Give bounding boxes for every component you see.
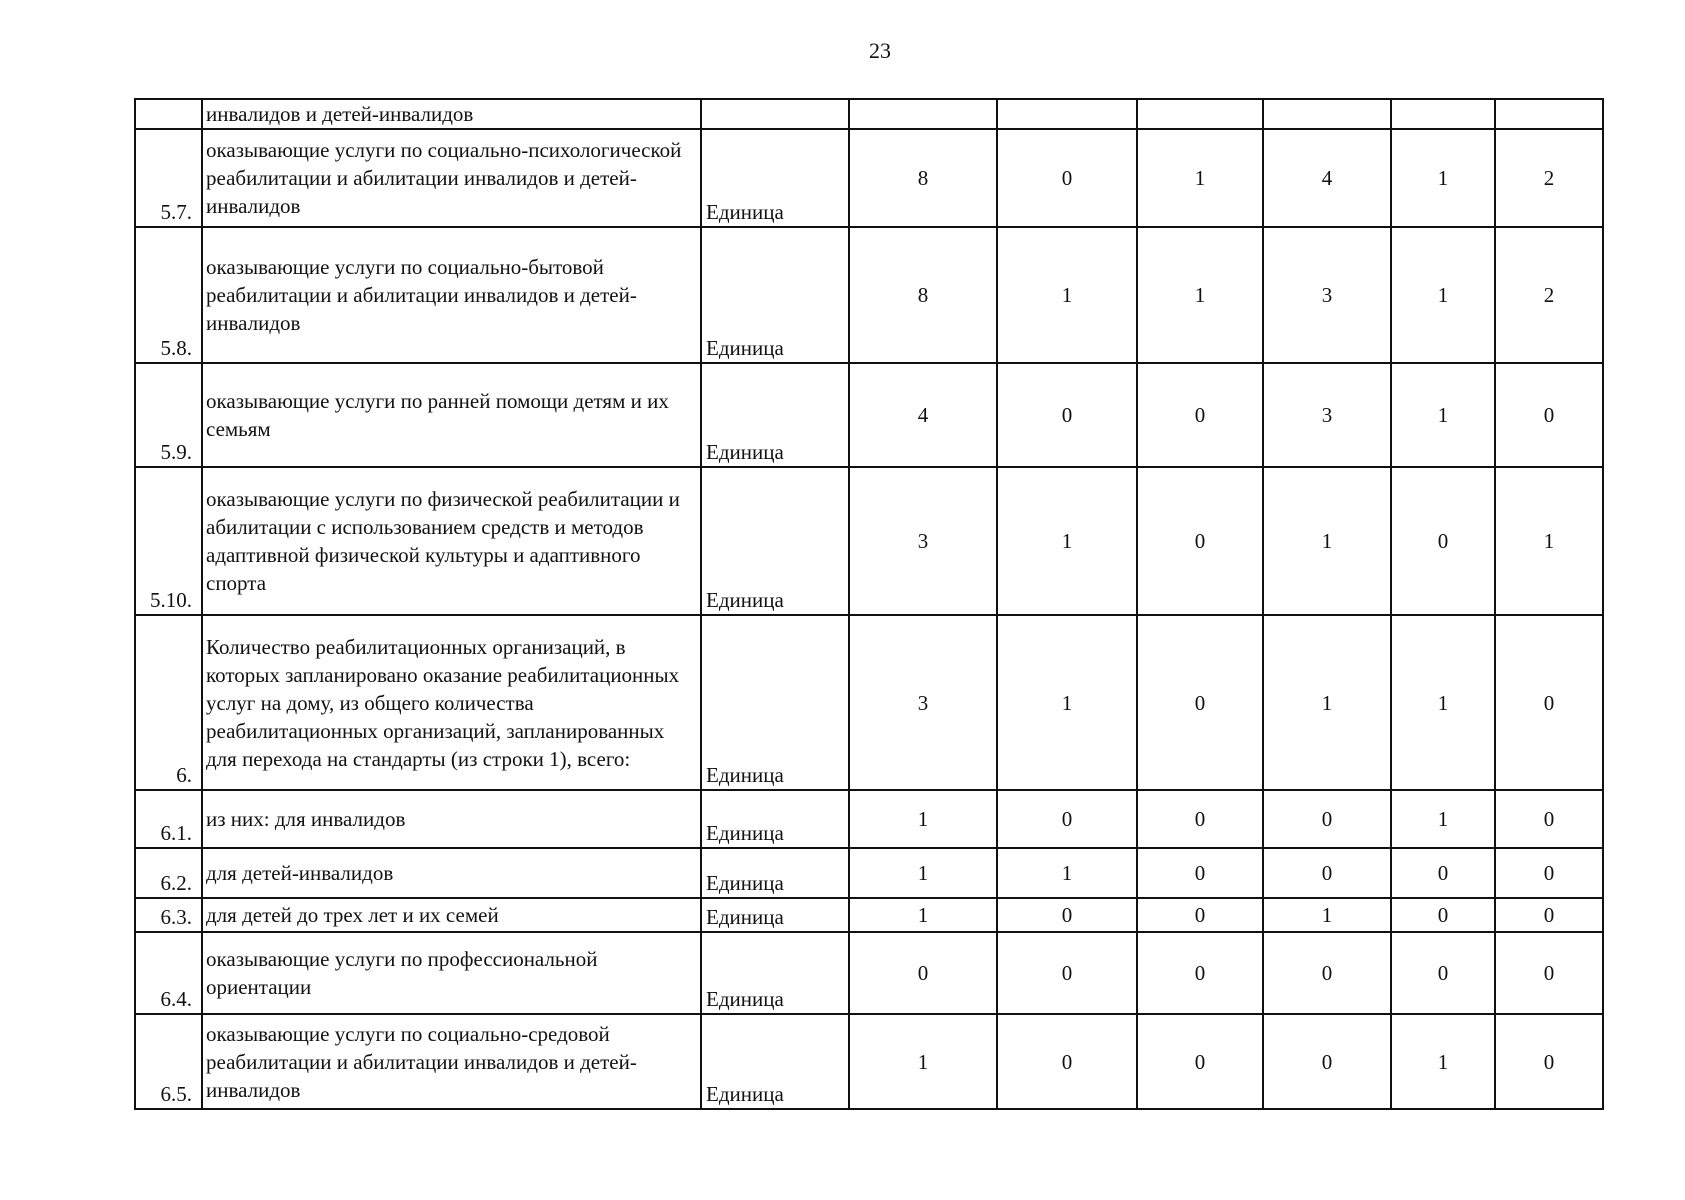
value-cell (1263, 99, 1391, 129)
value-cell: 0 (1495, 363, 1603, 467)
value-cell: 3 (849, 615, 997, 790)
value-cell: 0 (1263, 932, 1391, 1014)
value-cell: 0 (849, 932, 997, 1014)
value-cell: 4 (1263, 129, 1391, 227)
row-unit: Единица (701, 932, 849, 1014)
row-number: 5.8. (135, 227, 202, 363)
value-cell: 1 (1391, 615, 1495, 790)
value-cell: 0 (997, 790, 1137, 848)
value-cell: 1 (1391, 363, 1495, 467)
row-description: оказывающие услуги по социально-средовой реабилитации и абилитации инвалидов и детей-инвалидов (202, 1014, 701, 1109)
value-cell: 0 (1137, 615, 1263, 790)
row-number: 5.10. (135, 467, 202, 615)
table-row (135, 363, 1603, 467)
table-row (135, 615, 1603, 790)
row-number: 6.1. (135, 790, 202, 848)
value-cell: 3 (1263, 363, 1391, 467)
table-row (135, 129, 1603, 227)
value-cell: 1 (997, 467, 1137, 615)
row-number: 6. (135, 615, 202, 790)
row-description: оказывающие услуги по физической реабилитации и абилитации с использованием средств и методов адаптивной физической культуры и адаптивного спорта (202, 467, 701, 615)
value-cell: 0 (1391, 848, 1495, 898)
value-cell (1391, 99, 1495, 129)
table-row (135, 227, 1603, 363)
value-cell: 0 (1495, 790, 1603, 848)
value-cell: 8 (849, 227, 997, 363)
value-cell: 0 (1263, 790, 1391, 848)
value-cell: 0 (997, 898, 1137, 932)
value-cell: 0 (1391, 898, 1495, 932)
table-row (135, 467, 1603, 615)
value-cell (1137, 99, 1263, 129)
table-row (135, 1014, 1603, 1109)
value-cell: 0 (1137, 363, 1263, 467)
row-description: Количество реабилитационных организаций, в которых запланировано оказание реабилитационных услуг на дому, из общего количества реабилитационных организаций, запланированных для перехода на стандарты (из строки 1), всего: (202, 615, 701, 790)
value-cell: 0 (1137, 932, 1263, 1014)
value-cell: 0 (997, 363, 1137, 467)
row-number: 6.3. (135, 898, 202, 932)
value-cell: 1 (1391, 790, 1495, 848)
value-cell: 1 (1391, 129, 1495, 227)
value-cell: 1 (849, 1014, 997, 1109)
value-cell: 0 (1495, 848, 1603, 898)
table-row (135, 898, 1603, 932)
value-cell: 1 (849, 790, 997, 848)
value-cell (1495, 99, 1603, 129)
row-number: 6.4. (135, 932, 202, 1014)
value-cell: 0 (1263, 848, 1391, 898)
row-description: для детей-инвалидов (202, 848, 701, 898)
row-number (135, 99, 202, 129)
value-cell: 1 (849, 848, 997, 898)
value-cell: 1 (1495, 467, 1603, 615)
value-cell: 0 (1137, 790, 1263, 848)
value-cell: 1 (997, 615, 1137, 790)
value-cell: 1 (849, 898, 997, 932)
value-cell: 0 (1495, 615, 1603, 790)
value-cell: 0 (997, 932, 1137, 1014)
value-cell: 1 (1263, 467, 1391, 615)
row-number: 5.9. (135, 363, 202, 467)
row-number: 6.5. (135, 1014, 202, 1109)
page-number: 23 (869, 38, 891, 63)
row-unit: Единица (701, 1014, 849, 1109)
value-cell: 8 (849, 129, 997, 227)
value-cell: 0 (997, 129, 1137, 227)
value-cell: 3 (849, 467, 997, 615)
value-cell: 0 (1495, 1014, 1603, 1109)
value-cell: 1 (1137, 227, 1263, 363)
value-cell: 0 (997, 1014, 1137, 1109)
value-cell: 0 (1137, 848, 1263, 898)
value-cell (997, 99, 1137, 129)
row-unit: Единица (701, 467, 849, 615)
value-cell: 1 (1391, 227, 1495, 363)
value-cell: 0 (1137, 898, 1263, 932)
value-cell: 3 (1263, 227, 1391, 363)
row-description: для детей до трех лет и их семей (202, 898, 701, 932)
data-table (134, 98, 1604, 1110)
row-description: оказывающие услуги по ранней помощи детям и их семьям (202, 363, 701, 467)
row-description: инвалидов и детей-инвалидов (202, 99, 701, 129)
table-row (135, 99, 1603, 129)
value-cell: 1 (997, 848, 1137, 898)
row-unit: Единица (701, 898, 849, 932)
row-description: оказывающие услуги по социально-бытовой реабилитации и абилитации инвалидов и детей-инвалидов (202, 227, 701, 363)
row-description: оказывающие услуги по профессиональной ориентации (202, 932, 701, 1014)
value-cell: 1 (1391, 1014, 1495, 1109)
value-cell: 1 (1263, 615, 1391, 790)
value-cell: 1 (1263, 898, 1391, 932)
row-unit: Единица (701, 129, 849, 227)
value-cell: 2 (1495, 227, 1603, 363)
value-cell: 0 (1495, 898, 1603, 932)
row-unit: Единица (701, 615, 849, 790)
value-cell: 2 (1495, 129, 1603, 227)
value-cell: 0 (1137, 467, 1263, 615)
row-description: оказывающие услуги по социально-психологической реабилитации и абилитации инвалидов и детей-инвалидов (202, 129, 701, 227)
value-cell (849, 99, 997, 129)
value-cell: 1 (1137, 129, 1263, 227)
value-cell: 0 (1391, 467, 1495, 615)
value-cell: 0 (1137, 1014, 1263, 1109)
value-cell: 0 (1495, 932, 1603, 1014)
row-unit: Единица (701, 363, 849, 467)
value-cell: 4 (849, 363, 997, 467)
value-cell: 0 (1391, 932, 1495, 1014)
row-description: из них: для инвалидов (202, 790, 701, 848)
table-row (135, 790, 1603, 848)
row-number: 6.2. (135, 848, 202, 898)
row-unit (701, 99, 849, 129)
row-number: 5.7. (135, 129, 202, 227)
row-unit: Единица (701, 227, 849, 363)
value-cell: 0 (1263, 1014, 1391, 1109)
row-unit: Единица (701, 790, 849, 848)
table-row (135, 848, 1603, 898)
row-unit: Единица (701, 848, 849, 898)
value-cell: 1 (997, 227, 1137, 363)
table-row (135, 932, 1603, 1014)
